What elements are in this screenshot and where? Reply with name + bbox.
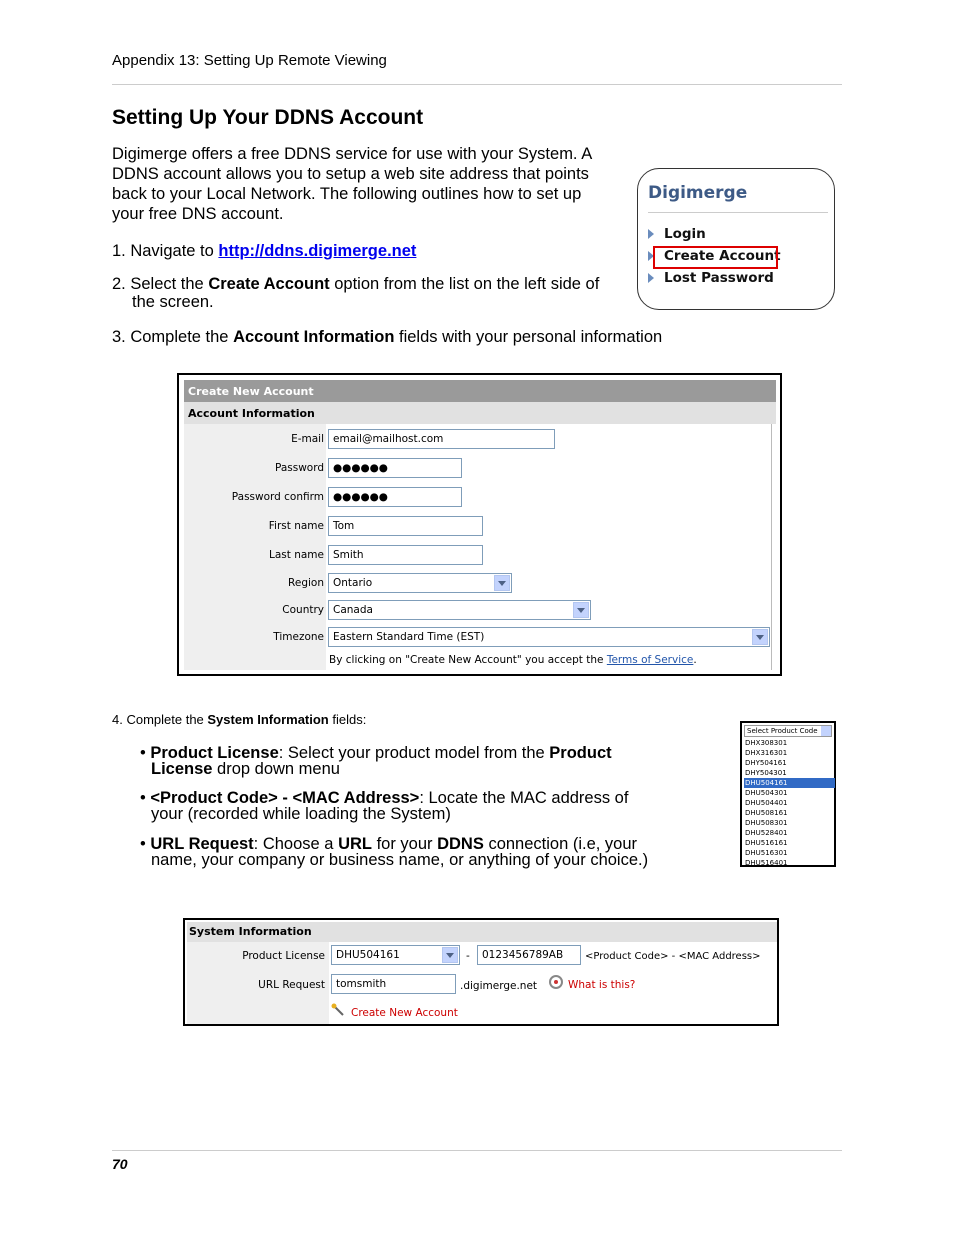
- step-3-suffix: fields with your personal information: [394, 328, 663, 346]
- step-4-bold: System Information: [207, 712, 329, 727]
- bullet-text: drop down menu: [212, 760, 340, 778]
- chevron-down-icon[interactable]: [821, 726, 831, 736]
- bullet-bold: URL: [338, 835, 372, 853]
- region-label: Region: [288, 577, 324, 589]
- list-item[interactable]: DHY504161: [745, 759, 787, 767]
- product-license-select[interactable]: [331, 945, 460, 965]
- email-input[interactable]: email@mailhost.com: [328, 429, 555, 449]
- step-2-text: 2. Select the: [112, 275, 209, 293]
- region-select[interactable]: [328, 573, 512, 593]
- arrow-right-icon: [648, 273, 654, 283]
- country-value: Canada: [333, 604, 373, 616]
- menu-item-label: Create Account: [664, 248, 781, 264]
- url-suffix: .digimerge.net: [460, 980, 538, 992]
- digimerge-logo: Digimerge: [648, 183, 748, 203]
- country-label: Country: [282, 604, 324, 616]
- password-confirm-label: Password confirm: [231, 491, 324, 503]
- chevron-down-icon[interactable]: [752, 629, 768, 645]
- terms-suffix: .: [693, 654, 697, 666]
- bullet-text: : Choose a: [253, 835, 339, 853]
- intro-line: Digimerge offers a free DDNS service for use with your System. A: [112, 145, 593, 163]
- bullet-text: for your: [371, 835, 438, 853]
- label-column: [187, 942, 329, 1024]
- chevron-down-icon[interactable]: [442, 947, 458, 963]
- bullet-text: connection (i.e, your: [483, 835, 638, 853]
- footer-rule: [112, 1150, 842, 1151]
- step-1: [112, 241, 416, 261]
- chevron-down-icon[interactable]: [573, 602, 589, 618]
- what-is-this-link[interactable]: What is this?: [568, 979, 636, 991]
- intro-line: back to your Local Network. The following outlines how to set up: [112, 185, 582, 203]
- step-1-text: 1. Navigate to: [112, 242, 219, 260]
- password-input[interactable]: ●●●●●●: [328, 458, 462, 478]
- terms-text: By clicking on "Create New Account" you accept the: [329, 654, 607, 666]
- list-item[interactable]: DHU508301: [745, 819, 788, 827]
- bullet-bold: Product: [549, 744, 612, 762]
- arrow-right-icon: [648, 229, 654, 239]
- first-name-label: First name: [268, 520, 324, 532]
- list-item[interactable]: DHX316301: [745, 749, 788, 757]
- bullet-text: : Select your product model from the: [278, 744, 550, 762]
- menu-item-label: Lost Password: [664, 270, 774, 286]
- wand-icon: [331, 1003, 345, 1017]
- step-4-suffix: fields:: [328, 712, 367, 727]
- product-code-list: [740, 721, 836, 867]
- intro-line: your free DNS account.: [112, 205, 284, 223]
- step-3: [112, 327, 662, 347]
- step-4: [112, 712, 366, 727]
- product-code-select[interactable]: [744, 725, 832, 737]
- page-number: 70: [112, 1156, 128, 1172]
- step-4-text: 4. Complete the: [112, 712, 208, 727]
- first-name-input[interactable]: Tom: [328, 516, 483, 536]
- field-column: [326, 424, 772, 670]
- bullet-bold: <Product Code> - <MAC Address>: [150, 789, 420, 807]
- intro-line: DDNS account allows you to setup a web site address that points: [112, 165, 589, 183]
- product-license-label: Product License: [242, 950, 325, 962]
- form-title: System Information: [187, 922, 777, 942]
- bullet-bold: Product License: [150, 744, 279, 762]
- list-item-selected[interactable]: DHU504161: [744, 778, 835, 788]
- mac-hint: <Product Code> - <MAC Address>: [585, 951, 761, 962]
- password-confirm-input[interactable]: ●●●●●●: [328, 487, 462, 507]
- menu-item-label: Login: [664, 226, 706, 242]
- list-item[interactable]: DHU516301: [745, 849, 788, 857]
- bullet-url-request: • URL Request: Choose a URL for your DDNS connection (i.e, your name, your company or business name, or anything of your choice.): [140, 836, 680, 868]
- step-2-bold: Create Account: [208, 275, 330, 293]
- url-request-label: URL Request: [258, 979, 325, 991]
- digimerge-menu-panel: [637, 168, 835, 310]
- menu-item-lost-password[interactable]: [648, 270, 774, 286]
- bullet-bold: License: [151, 760, 213, 778]
- ddns-link[interactable]: http://ddns.digimerge.net: [218, 242, 417, 260]
- form-title: Create New Account: [184, 380, 776, 402]
- bullet-product-code: • <Product Code> - <MAC Address>: Locate the MAC address of your (recorded while loading the System): [140, 790, 680, 822]
- menu-item-login[interactable]: [648, 226, 706, 242]
- label-column: [184, 424, 326, 670]
- dash-separator: -: [466, 950, 470, 962]
- step-2: [112, 275, 599, 311]
- last-name-input[interactable]: Smith: [328, 545, 483, 565]
- region-value: Ontario: [333, 577, 373, 589]
- running-header: Appendix 13: Setting Up Remote Viewing: [112, 52, 387, 69]
- bullet-bold: URL Request: [150, 835, 254, 853]
- mac-address-input[interactable]: 0123456789AB: [477, 945, 581, 965]
- product-license-value: DHU504161: [336, 949, 400, 961]
- step-2-cont: the screen.: [132, 293, 214, 311]
- bullet-text: name, your company or business name, or anything of your choice.): [151, 851, 649, 869]
- panel-divider: [648, 212, 828, 213]
- list-item[interactable]: DHU508161: [745, 809, 788, 817]
- intro-paragraph: [112, 144, 622, 224]
- list-item[interactable]: DHU516161: [745, 839, 788, 847]
- help-icon[interactable]: [549, 975, 563, 989]
- list-item[interactable]: DHX308301: [745, 739, 788, 747]
- form-subtitle: Account Information: [184, 402, 776, 424]
- create-account-link[interactable]: Create New Account: [351, 1007, 458, 1019]
- step-3-bold: Account Information: [233, 328, 395, 346]
- highlight-box: [653, 246, 778, 269]
- timezone-label: Timezone: [273, 631, 324, 643]
- list-item[interactable]: DHU516401: [745, 859, 788, 867]
- bullet-product-license: • Product License: Select your product model from the Product License drop down menu: [140, 744, 612, 778]
- terms-link[interactable]: Terms of Service: [606, 654, 694, 666]
- country-select[interactable]: [328, 600, 591, 620]
- header-rule: [112, 84, 842, 85]
- step-2-suffix: option from the list on the left side of: [329, 275, 600, 293]
- password-label: Password: [274, 462, 324, 474]
- bullet-text: your (recorded while loading the System): [151, 805, 451, 823]
- product-code-placeholder: Select Product Code: [747, 727, 818, 735]
- bullet-text: : Locate the MAC address of: [419, 789, 629, 807]
- list-item[interactable]: DHU528401: [745, 829, 788, 837]
- section-title: Setting Up Your DDNS Account: [112, 106, 424, 129]
- system-information-form: [183, 918, 779, 1026]
- chevron-down-icon[interactable]: [494, 575, 510, 591]
- list-item[interactable]: DHU504401: [745, 799, 788, 807]
- bullet-bold: DDNS: [437, 835, 484, 853]
- timezone-value: Eastern Standard Time (EST): [333, 631, 485, 643]
- list-item[interactable]: DHY504301: [745, 769, 787, 777]
- last-name-label: Last name: [269, 549, 324, 561]
- create-account-form: [177, 373, 782, 676]
- email-label: E-mail: [291, 433, 324, 445]
- terms-notice: [329, 654, 697, 666]
- list-item[interactable]: DHU504301: [745, 789, 788, 797]
- step-3-text: 3. Complete the: [112, 328, 234, 346]
- url-request-input[interactable]: tomsmith: [331, 974, 456, 994]
- timezone-select[interactable]: [328, 627, 770, 647]
